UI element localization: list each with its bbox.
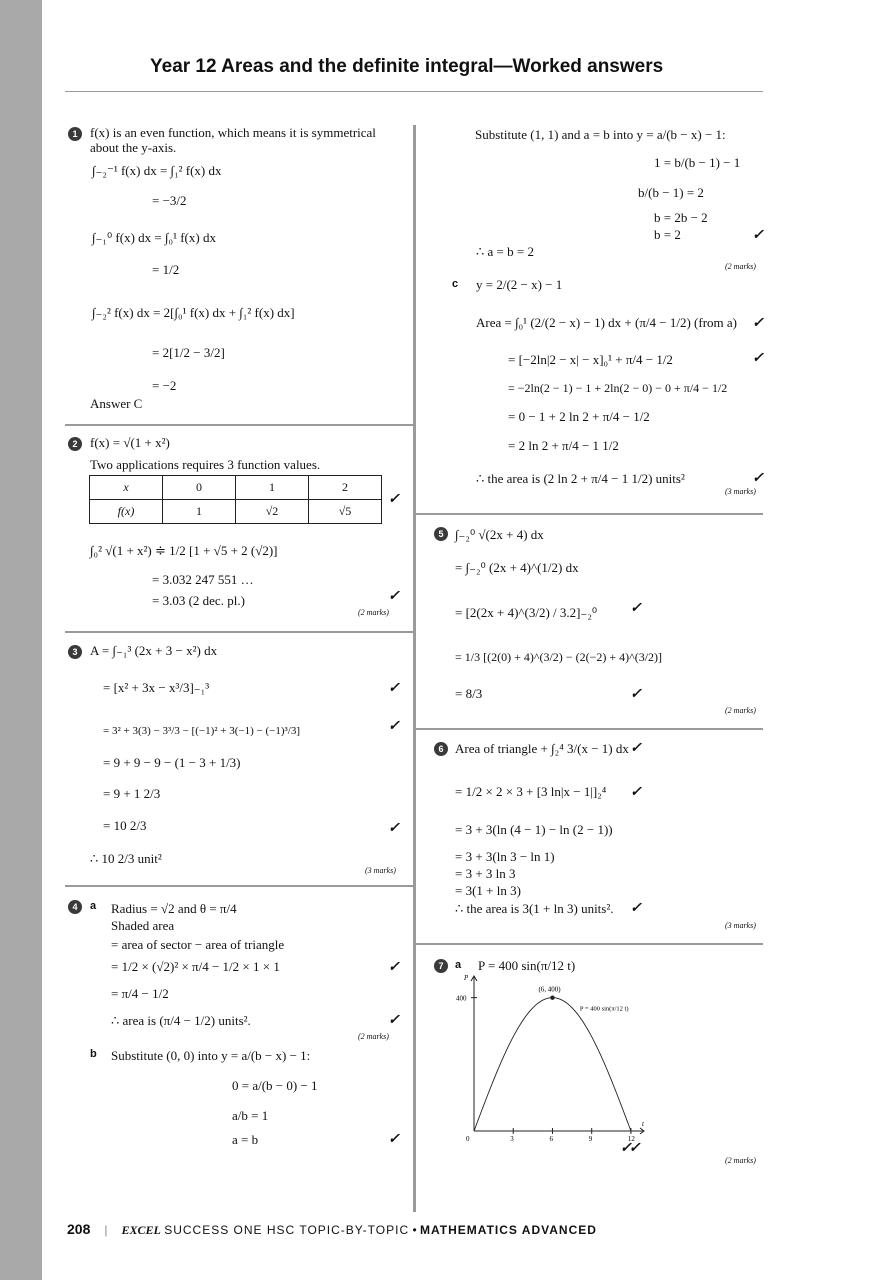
q4a-line: = area of sector − area of triangle: [111, 937, 285, 952]
x-tick-label: 3: [510, 1135, 514, 1143]
q4c-line: = 2 ln 2 + π/4 − 1 1/2: [508, 438, 619, 453]
part-label: c: [452, 278, 459, 290]
q4a-line: Radius = √2 and θ = π/4: [111, 901, 237, 916]
q4b-line: a/b = 1: [232, 1108, 269, 1123]
q2-line: Two applications requires 3 function values.: [90, 457, 321, 472]
q4a-line: ∴ area is (π/4 − 1/2) units².: [111, 1013, 251, 1028]
function-values-table: [89, 475, 382, 524]
q5-line: = ∫₋₂⁰ (2x + 4)^(1/2) dx: [455, 560, 579, 575]
q2-line: ∫₀² √(1 + x²) ≑ 1/2 [1 + √5 + 2 (√2)]: [90, 543, 278, 558]
q2-line: = 3.03 (2 dec. pl.): [152, 593, 245, 608]
q1-line: ∫₋₂⁻¹ f(x) dx = ∫₁² f(x) dx: [92, 163, 222, 178]
footer-subject: MATHEMATICS ADVANCED: [420, 1223, 597, 1237]
q3-line: A = ∫₋₁³ (2x + 3 − x²) dx: [90, 643, 218, 658]
table-cell: 1: [236, 476, 309, 500]
q7-equation: P = 400 sin(π/12 t): [478, 958, 576, 973]
marks-label: (2 marks): [358, 1032, 389, 1041]
table-cell: 0: [163, 476, 236, 500]
x-tick-label: 9: [588, 1135, 593, 1143]
q4a-line: = π/4 − 1/2: [111, 986, 169, 1001]
table-cell: x: [90, 476, 163, 500]
q4b-line: b = 2b − 2: [654, 210, 708, 225]
section-rule: [416, 513, 763, 515]
question-number: 7: [434, 959, 448, 973]
q2-line: f(x) = √(1 + x²): [90, 435, 170, 450]
question-number: 6: [434, 742, 448, 756]
q4c-line: ∴ the area is (2 ln 2 + π/4 − 1 1/2) units²: [476, 471, 685, 486]
table-cell: f(x): [90, 500, 163, 524]
q5-line: = [2(2x + 4)^(3/2) / 3.2]₋₂⁰: [455, 605, 598, 620]
page-spine: [0, 0, 42, 1280]
q6-line: ∴ the area is 3(1 + ln 3) units².: [455, 901, 614, 916]
q4c-line: = [−2ln|2 − x| − x]₀¹ + π/4 − 1/2: [508, 352, 673, 367]
marks-label: (3 marks): [365, 866, 396, 875]
question-number: 3: [68, 645, 82, 659]
point-label: (6, 400): [538, 985, 561, 994]
marks-label: (3 marks): [725, 921, 756, 930]
question-number: 5: [434, 527, 448, 541]
q4b-line: 1 = b/(b − 1) − 1: [654, 155, 741, 170]
section-rule: [65, 631, 413, 633]
x-tick-label: 6: [549, 1135, 553, 1143]
x-tick-label: 12: [627, 1135, 635, 1143]
q4c-line: = −2ln(2 − 1) − 1 + 2ln(2 − 0) − 0 + π/4 − 1/2: [508, 381, 728, 395]
q5-line: = 1/3 [(2(0) + 4)^(3/2) − (2(−2) + 4)^(3/2)]: [455, 650, 663, 664]
section-rule: [416, 943, 763, 945]
q6-line: = 3 + 3(ln 3 − ln 1): [455, 849, 555, 864]
curve-label: P = 400 sin(π/12 t): [579, 1005, 629, 1013]
y-axis-label: P: [464, 975, 469, 982]
q4b-line: ∴ a = b = 2: [476, 244, 534, 259]
page-title: Year 12 Areas and the definite integral—Worked answers: [150, 56, 664, 77]
table-cell: 2: [309, 476, 382, 500]
tick-mark: ✓: [630, 601, 642, 616]
section-rule: [416, 728, 763, 730]
tick-mark: ✓: [630, 687, 642, 702]
q4c-line: Area = ∫₀¹ (2/(2 − x) − 1) dx + (π/4 − 1/2) (from a): [476, 315, 737, 330]
tick-mark: ✓: [630, 741, 642, 756]
tick-mark: ✓: [752, 471, 764, 486]
q1-line: = −2: [152, 378, 177, 393]
marks-label: (2 marks): [725, 1156, 756, 1165]
q2-line: = 3.032 247 551 …: [152, 572, 254, 587]
q6-line: = 3(1 + ln 3): [455, 883, 521, 898]
q3-line: ∴ 10 2/3 unit²: [90, 851, 162, 866]
q4a-line: Shaded area: [111, 918, 175, 933]
tick-mark: ✓: [752, 351, 764, 366]
q3-line: = [x² + 3x − x³/3]₋₁³: [103, 680, 210, 695]
footer-bullet: •: [412, 1223, 417, 1237]
q4b-line: b = 2: [654, 227, 681, 242]
q5-line: = 8/3: [455, 686, 483, 701]
tick-mark: ✓: [388, 492, 400, 507]
column-divider: [413, 125, 416, 1212]
footer-brand: EXCEL: [121, 1223, 161, 1237]
q3-line: = 9 + 1 2/3: [103, 786, 161, 801]
q1-answer: Answer C: [90, 396, 143, 411]
q1-line: = 1/2: [152, 262, 180, 277]
tick-mark: ✓: [630, 785, 642, 800]
marks-label: (2 marks): [725, 706, 756, 715]
table-cell: √5: [309, 500, 382, 524]
tick-mark: ✓: [630, 901, 642, 916]
marks-label: (2 marks): [725, 262, 756, 271]
q6-line: = 1/2 × 2 × 3 + [3 ln|x − 1|]₂⁴: [455, 784, 607, 799]
tick-mark: ✓: [388, 1013, 400, 1028]
q4b-line: Substitute (1, 1) and a = b into y = a/(b − x) − 1:: [475, 127, 726, 142]
section-rule: [65, 424, 413, 426]
q3-line: = 10 2/3: [103, 818, 147, 833]
page-footer: [67, 1221, 597, 1238]
q4b-line: b/(b − 1) = 2: [638, 185, 704, 200]
tick-mark: ✓: [388, 821, 400, 836]
q4b-line: 0 = a/(b − 0) − 1: [232, 1078, 318, 1093]
tick-mark: ✓: [388, 1132, 400, 1147]
table-cell: √2: [236, 500, 309, 524]
marks-label: (3 marks): [725, 487, 756, 496]
question-number: 4: [68, 900, 82, 914]
q3-line: = 3² + 3(3) − 3³/3 − [(−1)² + 3(−1) − (−1)³/3]: [103, 725, 301, 737]
q1-line: f(x) is an even function, which means it is symmetrical: [90, 125, 376, 140]
q1-line: ∫₋₂² f(x) dx = 2[∫₀¹ f(x) dx + ∫₁² f(x) dx]: [92, 305, 295, 320]
footer-book-title: SUCCESS ONE HSC TOPIC-BY-TOPIC: [164, 1223, 410, 1237]
part-label: a: [90, 900, 97, 912]
q1-line: = −3/2: [152, 193, 187, 208]
q4a-line: = 1/2 × (√2)² × π/4 − 1/2 × 1 × 1: [111, 959, 280, 974]
tick-mark: ✓: [388, 681, 400, 696]
q4c-line: = 0 − 1 + 2 ln 2 + π/4 − 1/2: [508, 409, 650, 424]
sine-curve-chart: [448, 975, 648, 1150]
page-number: 208: [67, 1221, 91, 1237]
double-tick-mark: ✓✓: [620, 1141, 638, 1156]
q1-line: ∫₋₁⁰ f(x) dx = ∫₀¹ f(x) dx: [92, 230, 216, 245]
tick-mark: ✓: [388, 589, 400, 604]
q4b-line: Substitute (0, 0) into y = a/(b − x) − 1:: [111, 1048, 311, 1063]
tick-mark: ✓: [388, 719, 400, 734]
section-rule: [65, 885, 413, 887]
maximum-point: [550, 995, 554, 999]
table-cell: 1: [163, 500, 236, 524]
y-tick-label: 400: [456, 994, 467, 1003]
q6-line: = 3 + 3 ln 3: [455, 866, 516, 881]
q5-line: ∫₋₂⁰ √(2x + 4) dx: [455, 527, 544, 542]
tick-mark: ✓: [752, 228, 764, 243]
tick-mark: ✓: [752, 316, 764, 331]
part-label: b: [90, 1048, 97, 1060]
q6-line: Area of triangle + ∫₂⁴ 3/(x − 1) dx: [455, 741, 629, 756]
x-axis-label: t: [642, 1120, 644, 1128]
q1-line: = 2[1/2 − 3/2]: [152, 345, 225, 360]
footer-separator: |: [104, 1223, 108, 1237]
marks-label: (2 marks): [358, 608, 389, 617]
tick-mark: ✓: [388, 960, 400, 975]
x-tick-label: 0: [466, 1135, 470, 1143]
title-rule: [65, 91, 763, 92]
question-number: 2: [68, 437, 82, 451]
q4b-line: a = b: [232, 1132, 259, 1147]
q3-line: = 9 + 9 − 9 − (1 − 3 + 1/3): [103, 755, 241, 770]
q1-line: about the y-axis.: [90, 140, 177, 155]
series-line: [474, 998, 631, 1131]
q6-line: = 3 + 3(ln (4 − 1) − ln (2 − 1)): [455, 822, 613, 837]
part-label: a: [455, 959, 462, 971]
q4c-line: y = 2/(2 − x) − 1: [476, 277, 563, 292]
question-number: 1: [68, 127, 82, 141]
